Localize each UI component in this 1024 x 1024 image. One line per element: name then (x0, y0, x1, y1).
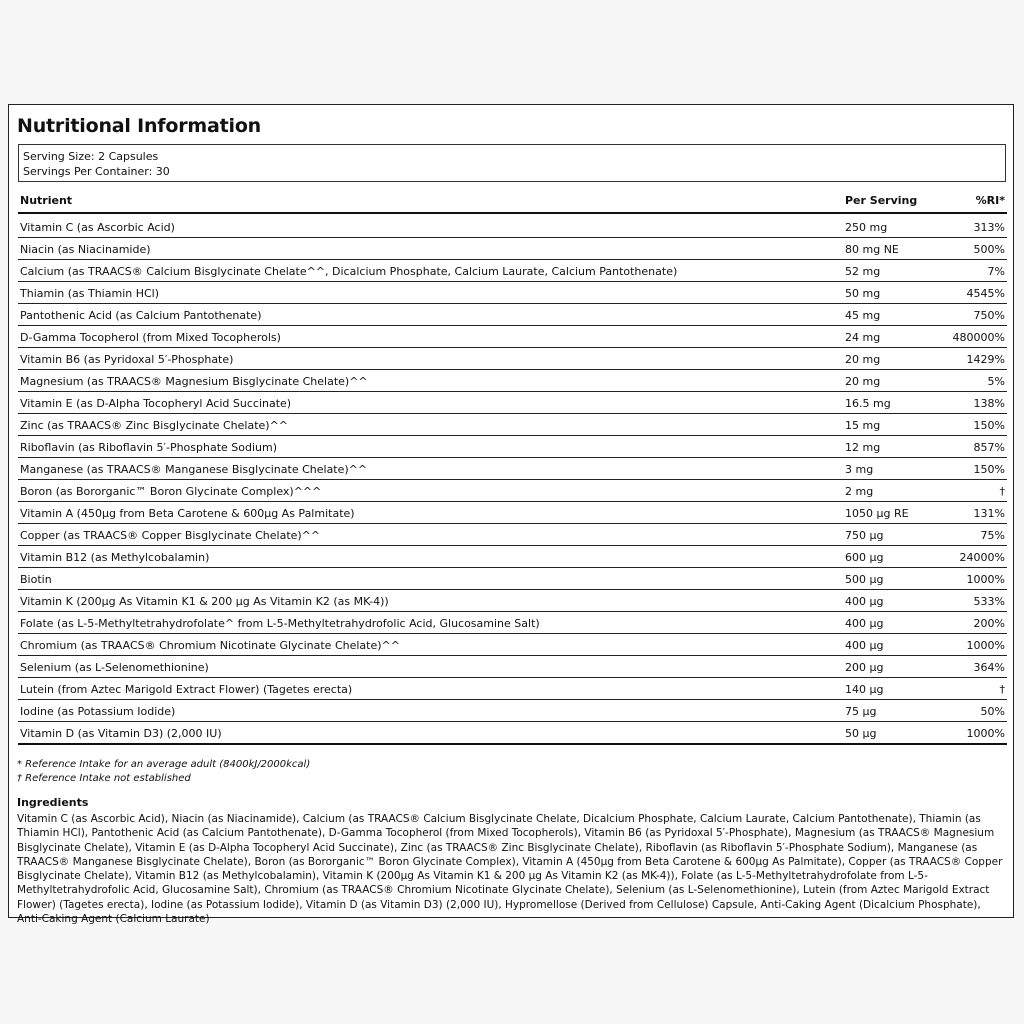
per-serving-cell: 45 mg (845, 309, 881, 322)
nutrient-cell: Vitamin K (200µg As Vitamin K1 & 200 µg As Vitamin K2 (as MK-4)) (20, 595, 389, 608)
table-header (18, 190, 1007, 214)
per-serving-cell: 52 mg (845, 265, 881, 278)
per-serving-cell: 24 mg (845, 331, 881, 344)
table-row (18, 392, 1007, 414)
nutrient-cell: Boron (as Bororganic™ Boron Glycinate Complex)^^^ (20, 485, 322, 498)
table-row (18, 568, 1007, 590)
table-row (18, 216, 1007, 238)
per-serving-cell: 75 µg (845, 705, 877, 718)
per-serving-cell: 50 µg (845, 727, 877, 740)
table-row (18, 678, 1007, 700)
nutrient-cell: Vitamin E (as D-Alpha Tocopheryl Acid Succinate) (20, 397, 292, 410)
ri-cell: 1429% (966, 353, 1005, 366)
ri-cell: 200% (973, 617, 1005, 630)
table-row (18, 480, 1007, 502)
per-serving-cell: 400 µg (845, 595, 884, 608)
nutrient-cell: Folate (as L-5-Methyltetrahydrofolate^ from L-5-Methyltetrahydrofolic Acid, Glucosamine Salt) (20, 617, 540, 630)
per-serving-cell: 16.5 mg (845, 397, 891, 410)
table-row (18, 414, 1007, 436)
per-serving-cell: 400 µg (845, 639, 884, 652)
nutrient-cell: Selenium (as L-Selenomethionine) (20, 661, 209, 674)
table-row (18, 326, 1007, 348)
table-row (18, 436, 1007, 458)
table-row (18, 348, 1007, 370)
per-serving-cell: 50 mg (845, 287, 881, 300)
per-serving-cell: 140 µg (845, 683, 884, 696)
table-row (18, 524, 1007, 546)
ri-cell: 313% (973, 221, 1005, 234)
header-per-serving: Per Serving (845, 194, 918, 207)
nutrient-cell: D-Gamma Tocopherol (from Mixed Tocopherols) (20, 331, 281, 344)
ri-cell: 4545% (966, 287, 1005, 300)
nutrient-cell: Copper (as TRAACS® Copper Bisglycinate Chelate)^^ (20, 529, 321, 542)
ri-cell: 857% (973, 441, 1005, 454)
page-title: Nutritional Information (17, 115, 261, 137)
per-serving-cell: 400 µg (845, 617, 884, 630)
per-serving-cell: 1050 µg RE (845, 507, 909, 520)
per-serving-cell: 15 mg (845, 419, 881, 432)
ri-cell: 533% (973, 595, 1005, 608)
per-serving-cell: 2 mg (845, 485, 874, 498)
header-nutrient: Nutrient (20, 194, 73, 207)
nutrient-table (18, 216, 1007, 745)
table-row (18, 546, 1007, 568)
per-serving-cell: 3 mg (845, 463, 874, 476)
nutrient-cell: Vitamin B12 (as Methylcobalamin) (20, 551, 210, 564)
nutrient-cell: Iodine (as Potassium Iodide) (20, 705, 176, 718)
ri-cell: † (999, 683, 1005, 696)
footnote-reference-intake: * Reference Intake for an average adult (8400kJ/2000kcal) (17, 759, 311, 770)
per-serving-cell: 12 mg (845, 441, 881, 454)
table-row (18, 722, 1007, 745)
nutrient-cell: Vitamin B6 (as Pyridoxal 5′-Phosphate) (20, 353, 234, 366)
per-serving-cell: 750 µg (845, 529, 884, 542)
ri-cell: † (999, 485, 1005, 498)
ri-cell: 364% (973, 661, 1005, 674)
per-serving-cell: 200 µg (845, 661, 884, 674)
nutrition-panel (8, 104, 1014, 926)
nutrient-cell: Riboflavin (as Riboflavin 5′-Phosphate Sodium) (20, 441, 278, 454)
ingredients-heading: Ingredients (17, 796, 89, 809)
footnotes (17, 758, 310, 786)
nutrient-cell: Calcium (as TRAACS® Calcium Bisglycinate Chelate^^, Dicalcium Phosphate, Calcium Laurate, Calcium Pantothenate) (20, 265, 678, 278)
ri-cell: 1000% (966, 573, 1005, 586)
ri-cell: 5% (987, 375, 1005, 388)
per-serving-cell: 600 µg (845, 551, 884, 564)
per-serving-cell: 250 mg (845, 221, 888, 234)
table-row (18, 260, 1007, 282)
table-row (18, 656, 1007, 678)
ri-cell: 50% (980, 705, 1005, 718)
table-row (18, 370, 1007, 392)
ri-cell: 480000% (952, 331, 1005, 344)
per-serving-cell: 500 µg (845, 573, 884, 586)
nutrient-cell: Pantothenic Acid (as Calcium Pantothenate) (20, 309, 262, 322)
table-row (18, 458, 1007, 480)
ingredients-text: Vitamin C (as Ascorbic Acid), Niacin (as Niacinamide), Calcium (as TRAACS® Calcium Bisglycinate Chelate, Dicalcium Phosphate, Calcium Laurate, Calcium Pantothenate), Thiamin (as Thiamin HCl), Pantothenic Acid (as Calcium Pantothenate), D-Gamma Tocopherol (from Mixed Tocopherols), Vitamin B6 (as Pyridoxal 5′-Phosphate), Magnesium (as TRAACS® Magnesium Bisglycinate Chelate), Vitamin E (as D-Alpha Tocopheryl Acid Succinate), Zinc (as TRAACS® Zinc Bisglycinate Chelate), Riboflavin (as Riboflavin 5′-Phosphate Sodium), Manganese (as TRAACS® Manganese Bisglycinate Chelate), Boron (as Bororganic™ Boron Glycinate Complex), Vitamin A (450µg from Beta Carotene & 600µg As Palmitate), Copper (as TRAACS® Copper Bisglycinate Chelate), Vitamin B12 (as Methylcobalamin), Vitamin K (200µg As Vitamin K1 & 200 µg As Vitamin K2 (as MK-4)), Folate (as L-5-Methyltetrahydrofolate from L-5-Methyltetrahydrofolic Acid, Glucosamine Salt), Chromium (as TRAACS® Chromium Nicotinate Glycinate Chelate), Selenium (as L-Selenomethionine), Lutein (from Aztec Marigold Extract Flower) (Tagetes erecta), Iodine (as Potassium Iodide), Vitamin D (as Vitamin D3) (2,000 IU), Hypromellose (Derived from Cellulose) Capsule, Anti-Caking Agent (Dicalcium Phosphate), Anti-Caking Agent (Calcium Laurate) (17, 813, 1003, 926)
ri-cell: 150% (973, 419, 1005, 432)
table-row (18, 282, 1007, 304)
nutrient-cell: Vitamin C (as Ascorbic Acid) (20, 221, 175, 234)
per-serving-cell: 80 mg NE (845, 243, 899, 256)
ri-cell: 1000% (966, 639, 1005, 652)
table-row (18, 238, 1007, 260)
nutrient-cell: Manganese (as TRAACS® Manganese Bisglycinate Chelate)^^ (20, 463, 368, 476)
nutrient-cell: Chromium (as TRAACS® Chromium Nicotinate Glycinate Chelate)^^ (20, 639, 400, 652)
table-row (18, 590, 1007, 612)
footnote-not-established: † Reference Intake not established (17, 773, 191, 784)
table-row (18, 304, 1007, 326)
ri-cell: 750% (973, 309, 1005, 322)
nutrient-cell: Lutein (from Aztec Marigold Extract Flower) (Tagetes erecta) (20, 683, 353, 696)
nutrient-cell: Thiamin (as Thiamin HCl) (20, 287, 160, 300)
per-serving-cell: 20 mg (845, 375, 881, 388)
table-row (18, 634, 1007, 656)
ri-cell: 150% (973, 463, 1005, 476)
ri-cell: 138% (973, 397, 1005, 410)
ri-cell: 1000% (966, 727, 1005, 740)
ri-cell: 75% (980, 529, 1005, 542)
ri-cell: 131% (973, 507, 1005, 520)
header-ri: %RI* (975, 194, 1005, 207)
serving-size: Serving Size: 2 Capsules (23, 150, 159, 163)
ri-cell: 500% (973, 243, 1005, 256)
table-row (18, 612, 1007, 634)
ri-cell: 24000% (959, 551, 1005, 564)
nutrient-cell: Vitamin D (as Vitamin D3) (2,000 IU) (20, 727, 222, 740)
nutrient-cell: Magnesium (as TRAACS® Magnesium Bisglycinate Chelate)^^ (20, 375, 368, 388)
nutrient-cell: Biotin (20, 573, 52, 586)
nutrient-cell: Niacin (as Niacinamide) (20, 243, 151, 256)
serving-info-box (18, 144, 1006, 182)
nutrient-cell: Vitamin A (450µg from Beta Carotene & 600µg As Palmitate) (20, 507, 355, 520)
per-serving-cell: 20 mg (845, 353, 881, 366)
ri-cell: 7% (987, 265, 1005, 278)
table-row (18, 700, 1007, 722)
servings-per-container: Servings Per Container: 30 (23, 165, 170, 178)
nutrient-cell: Zinc (as TRAACS® Zinc Bisglycinate Chelate)^^ (20, 419, 289, 432)
table-row (18, 502, 1007, 524)
